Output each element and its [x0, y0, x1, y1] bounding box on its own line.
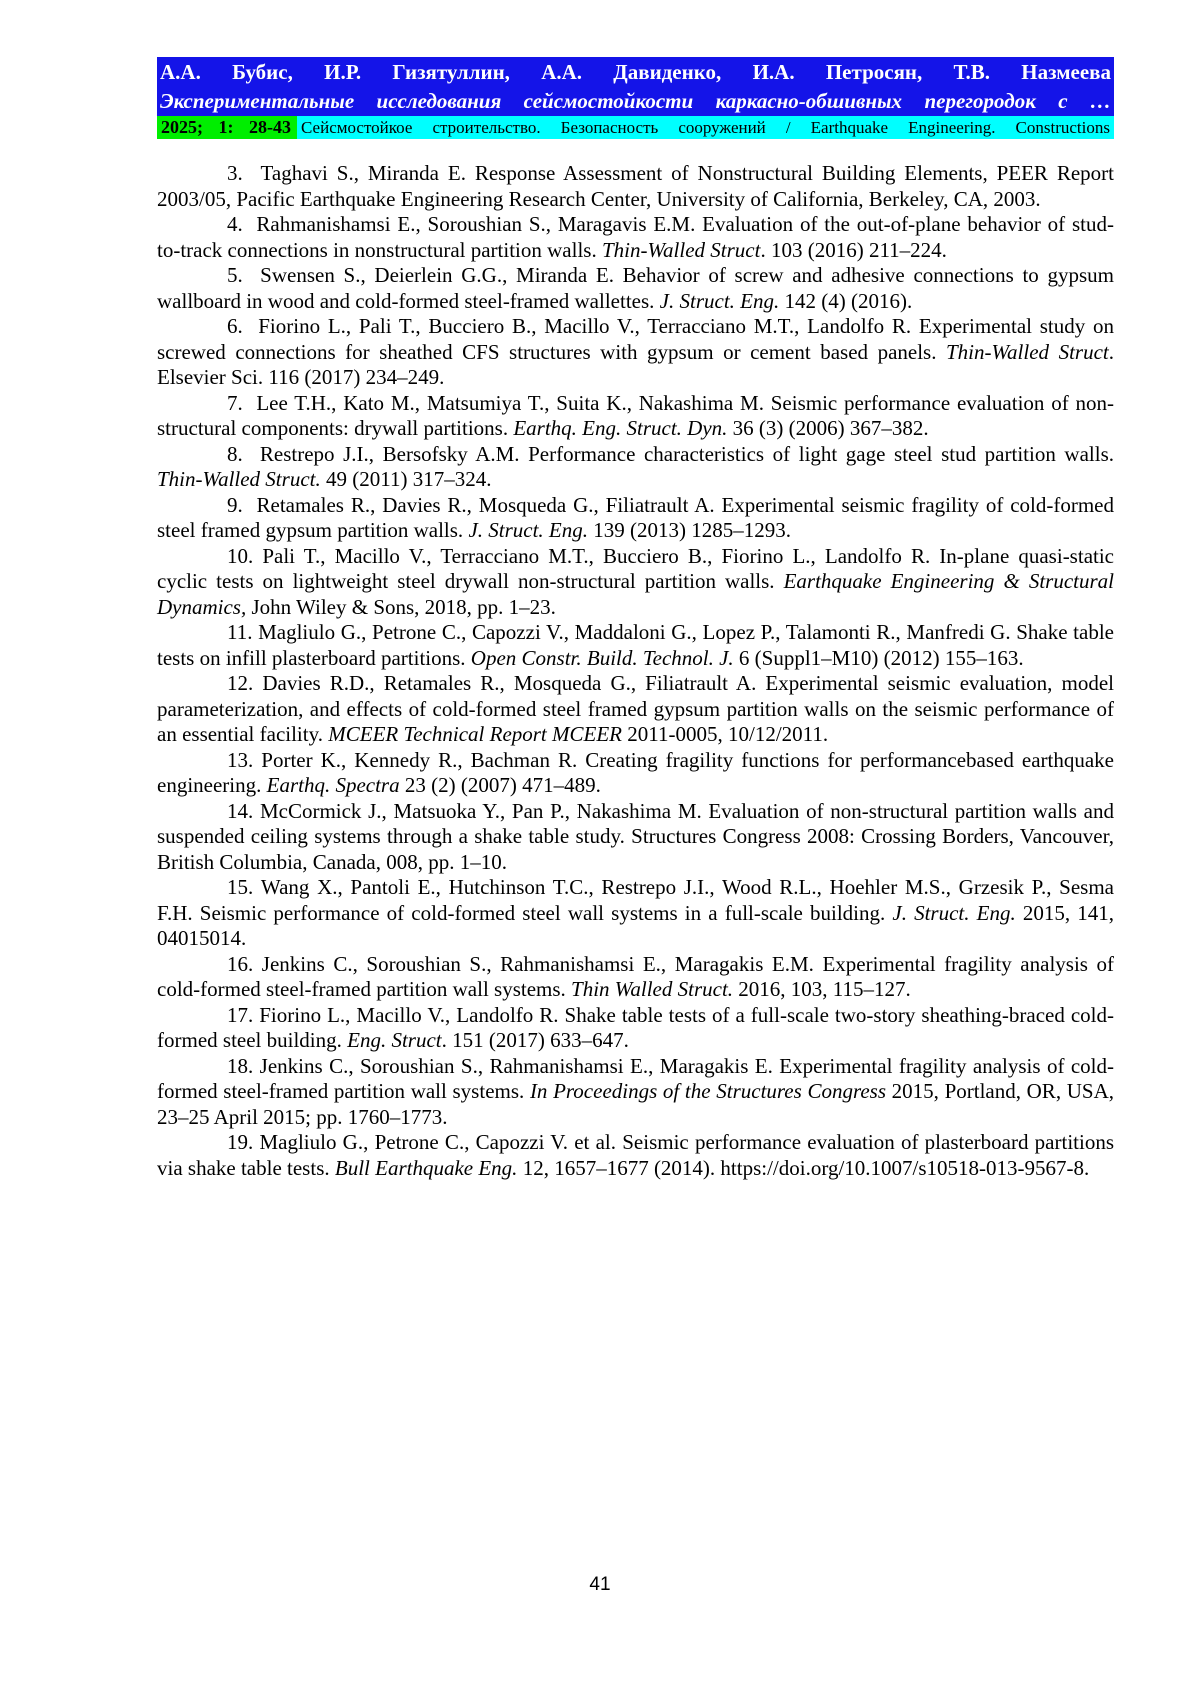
- reference-item: [157, 1003, 1114, 1054]
- reference-item: [157, 493, 1114, 544]
- page-header: [157, 57, 1114, 139]
- reference-text: 9. Retamales R., Davies R., Mosqueda G., Filiatrault A. Experimental seismic fragility of cold-formed steel framed gypsum partition walls.: [157, 492, 1114, 542]
- reference-text: 6. Fiorino L., Pali T., Bucciero B., Macillo V., Terracciano M.T., Landolfo R. Experimental study on screwed connections for sheathed CFS structures with gypsum or cement based panels.: [157, 314, 1114, 364]
- reference-text: 139 (2013) 1285–1293.: [588, 518, 791, 542]
- reference-journal-text: MCEER Technical Report MCEER: [328, 722, 623, 746]
- reference-text: 4. Rahmanishamsi E., Soroushian S., Maragavis E.M. Evaluation of the out-of-plane behavior of stud-to-track connections in nonstructural partition walls.: [157, 212, 1114, 262]
- reference-journal-text: Thin-Walled Struct.: [157, 467, 321, 491]
- reference-journal-text: Bull Earthquake Eng.: [334, 1155, 518, 1180]
- reference-item: [157, 212, 1114, 263]
- reference-text: 142 (4) (2016).: [779, 288, 913, 313]
- reference-journal-text: Thin Walled Struct.: [571, 977, 734, 1001]
- reference-text: 18. Jenkins C., Soroushian S., Rahmanishamsi E., Maragakis E. Experimental fragility analysis of cold-formed steel-framed partition wall systems.: [157, 1053, 1114, 1103]
- reference-journal-text: Earthq. Spectra: [266, 773, 400, 797]
- references-list: [157, 161, 1114, 1181]
- reference-journal-text: J. Struct. Eng.: [468, 518, 588, 542]
- header-strip: [157, 116, 1114, 139]
- reference-text: 2011-0005, 10/12/2011.: [622, 722, 829, 746]
- reference-text: 19. Magliulo G., Petrone C., Capozzi V. et al. Seismic performance evaluation of plasterboard partitions via shake table tests.: [157, 1130, 1114, 1180]
- reference-text: 12, 1657–1677 (2014). https://doi.org/10.1007/s10518-013-9567-8.: [517, 1155, 1090, 1180]
- reference-item: [157, 442, 1114, 493]
- header-authors-line: А.А. Бубис, И.Р. Гизятуллин, А.А. Давиденко, И.А. Петросян, Т.В. Назмеева: [160, 60, 1111, 84]
- reference-text: 7. Lee T.H., Kato M., Matsumiya T., Suita K., Nakashima M. Seismic performance evaluation of non-structural components: drywall partitions.: [157, 390, 1114, 440]
- header-article-title: Экспериментальные исследования сейсмостойкости каркасно-обшивных перегородок с …: [160, 89, 1111, 113]
- reference-text: 17. Fiorino L., Macillo V., Landolfo R. Shake table tests of a full-scale two-story sheathing-braced cold-formed steel building.: [157, 1002, 1114, 1052]
- reference-item: [157, 1054, 1114, 1131]
- page-footer: [0, 1573, 1200, 1597]
- reference-item: [157, 391, 1114, 442]
- reference-text: 14. McCormick J., Matsuoka Y., Pan P., Nakashima M. Evaluation of non-structural partition walls and suspended ceiling systems through a shake table study. Structures Congress 2008: Crossing Borders, Vancouver, British Columbia, Canada, 008, pp. 1–10.: [157, 798, 1114, 874]
- reference-journal-text: In Proceedings of the Structures Congress: [529, 1079, 887, 1103]
- header-banner: [157, 57, 1114, 116]
- reference-text: . 151 (2017) 633–647.: [441, 1028, 629, 1052]
- reference-text: 49 (2011) 317–324.: [320, 467, 492, 491]
- reference-text: 10. Pali T., Macillo V., Terracciano M.T., Bucciero B., Fiorino L., Landolfo R. In-plane quasi-static cyclic tests on lightweight steel drywall non-structural partition walls.: [157, 543, 1114, 593]
- reference-journal-text: J. Struct. Eng.: [892, 900, 1016, 925]
- reference-text: . Elsevier Sci. 116 (2017) 234–249.: [157, 339, 1114, 389]
- reference-text: 2015, 141, 04015014.: [157, 900, 1115, 950]
- reference-text: 3. Taghavi S., Miranda E. Response Assessment of Nonstructural Building Elements, PEER Report 2003/05, Pacific Earthquake Engineering Research Center, University of California, Berkeley, CA, 2003.: [157, 161, 1114, 211]
- reference-text: 2015, Portland, OR, USA, 23–25 April 2015; pp. 1760–1773.: [157, 1079, 1114, 1129]
- reference-text: 2016, 103, 115–127.: [733, 977, 911, 1001]
- reference-item: [157, 161, 1114, 212]
- reference-item: [157, 875, 1114, 952]
- journal-title-line: Сейсмостойкое строительство. Безопасность сооружений / Earthquake Engineering. Constructions: [297, 116, 1114, 139]
- reference-journal-text: J. Struct. Eng.: [659, 288, 780, 313]
- reference-journal-text: Earthq. Eng. Struct. Dyn.: [513, 416, 728, 440]
- reference-item: [157, 314, 1114, 391]
- reference-text: 13. Porter K., Kennedy R., Bachman R. Creating fragility functions for performancebased earthquake engineering.: [157, 747, 1114, 797]
- reference-text: 23 (2) (2007) 471–489.: [399, 773, 601, 797]
- reference-item: [157, 748, 1114, 799]
- reference-text: John Wiley & Sons, 2018, pp. 1–23.: [246, 594, 556, 619]
- issue-badge: 2025; 1: 28-43: [157, 116, 297, 139]
- reference-journal-text: Thin-Walled Struct: [601, 237, 761, 262]
- reference-item: [157, 799, 1114, 876]
- reference-journal-text: Thin-Walled Struct: [945, 339, 1109, 364]
- reference-text: 5. Swensen S., Deierlein G.G., Miranda E. Behavior of screw and adhesive connections to gypsum wallboard in wood and cold-formed steel-framed wallettes.: [157, 263, 1114, 313]
- reference-text: 11. Magliulo G., Petrone C., Capozzi V., Maddaloni G., Lopez P., Talamonti R., Manfredi G. Shake table tests on infill plasterboard partitions.: [157, 620, 1114, 670]
- page-number: 41: [589, 1574, 611, 1595]
- reference-journal-text: Earthquake Engineering & Structural Dynamics,: [157, 569, 1114, 619]
- reference-item: [157, 620, 1114, 671]
- reference-text: 15. Wang X., Pantoli E., Hutchinson T.C., Restrepo J.I., Wood R.L., Hoehler M.S., Grzesik P., Sesma F.H. Seismic performance of cold-formed steel wall systems in a full-scale building.: [157, 875, 1114, 925]
- reference-text: 16. Jenkins C., Soroushian S., Rahmanishamsi E., Maragakis E.M. Experimental fragility analysis of cold-formed steel-framed partition wall systems.: [157, 951, 1114, 1001]
- reference-item: [157, 671, 1114, 748]
- reference-item: [157, 544, 1114, 621]
- reference-journal-text: Eng. Struct: [347, 1028, 442, 1052]
- reference-text: 6 (Suppl1–M10) (2012) 155–163.: [733, 645, 1024, 670]
- reference-text: . 103 (2016) 211–224.: [760, 237, 947, 262]
- reference-item: [157, 1130, 1114, 1181]
- reference-item: [157, 263, 1114, 314]
- reference-journal-text: Open Constr. Build. Technol. J.: [470, 645, 734, 670]
- reference-item: [157, 952, 1114, 1003]
- reference-text: 8. Restrepo J.I., Bersofsky A.M. Performance characteristics of light gage steel stud partition walls.: [227, 441, 1114, 466]
- reference-text: 12. Davies R.D., Retamales R., Mosqueda G., Filiatrault A. Experimental seismic evaluation, model parameterization, and effects of cold-formed steel framed gypsum partition walls on the seismic performance of an essential facility.: [157, 671, 1114, 746]
- reference-text: 36 (3) (2006) 367–382.: [727, 416, 929, 440]
